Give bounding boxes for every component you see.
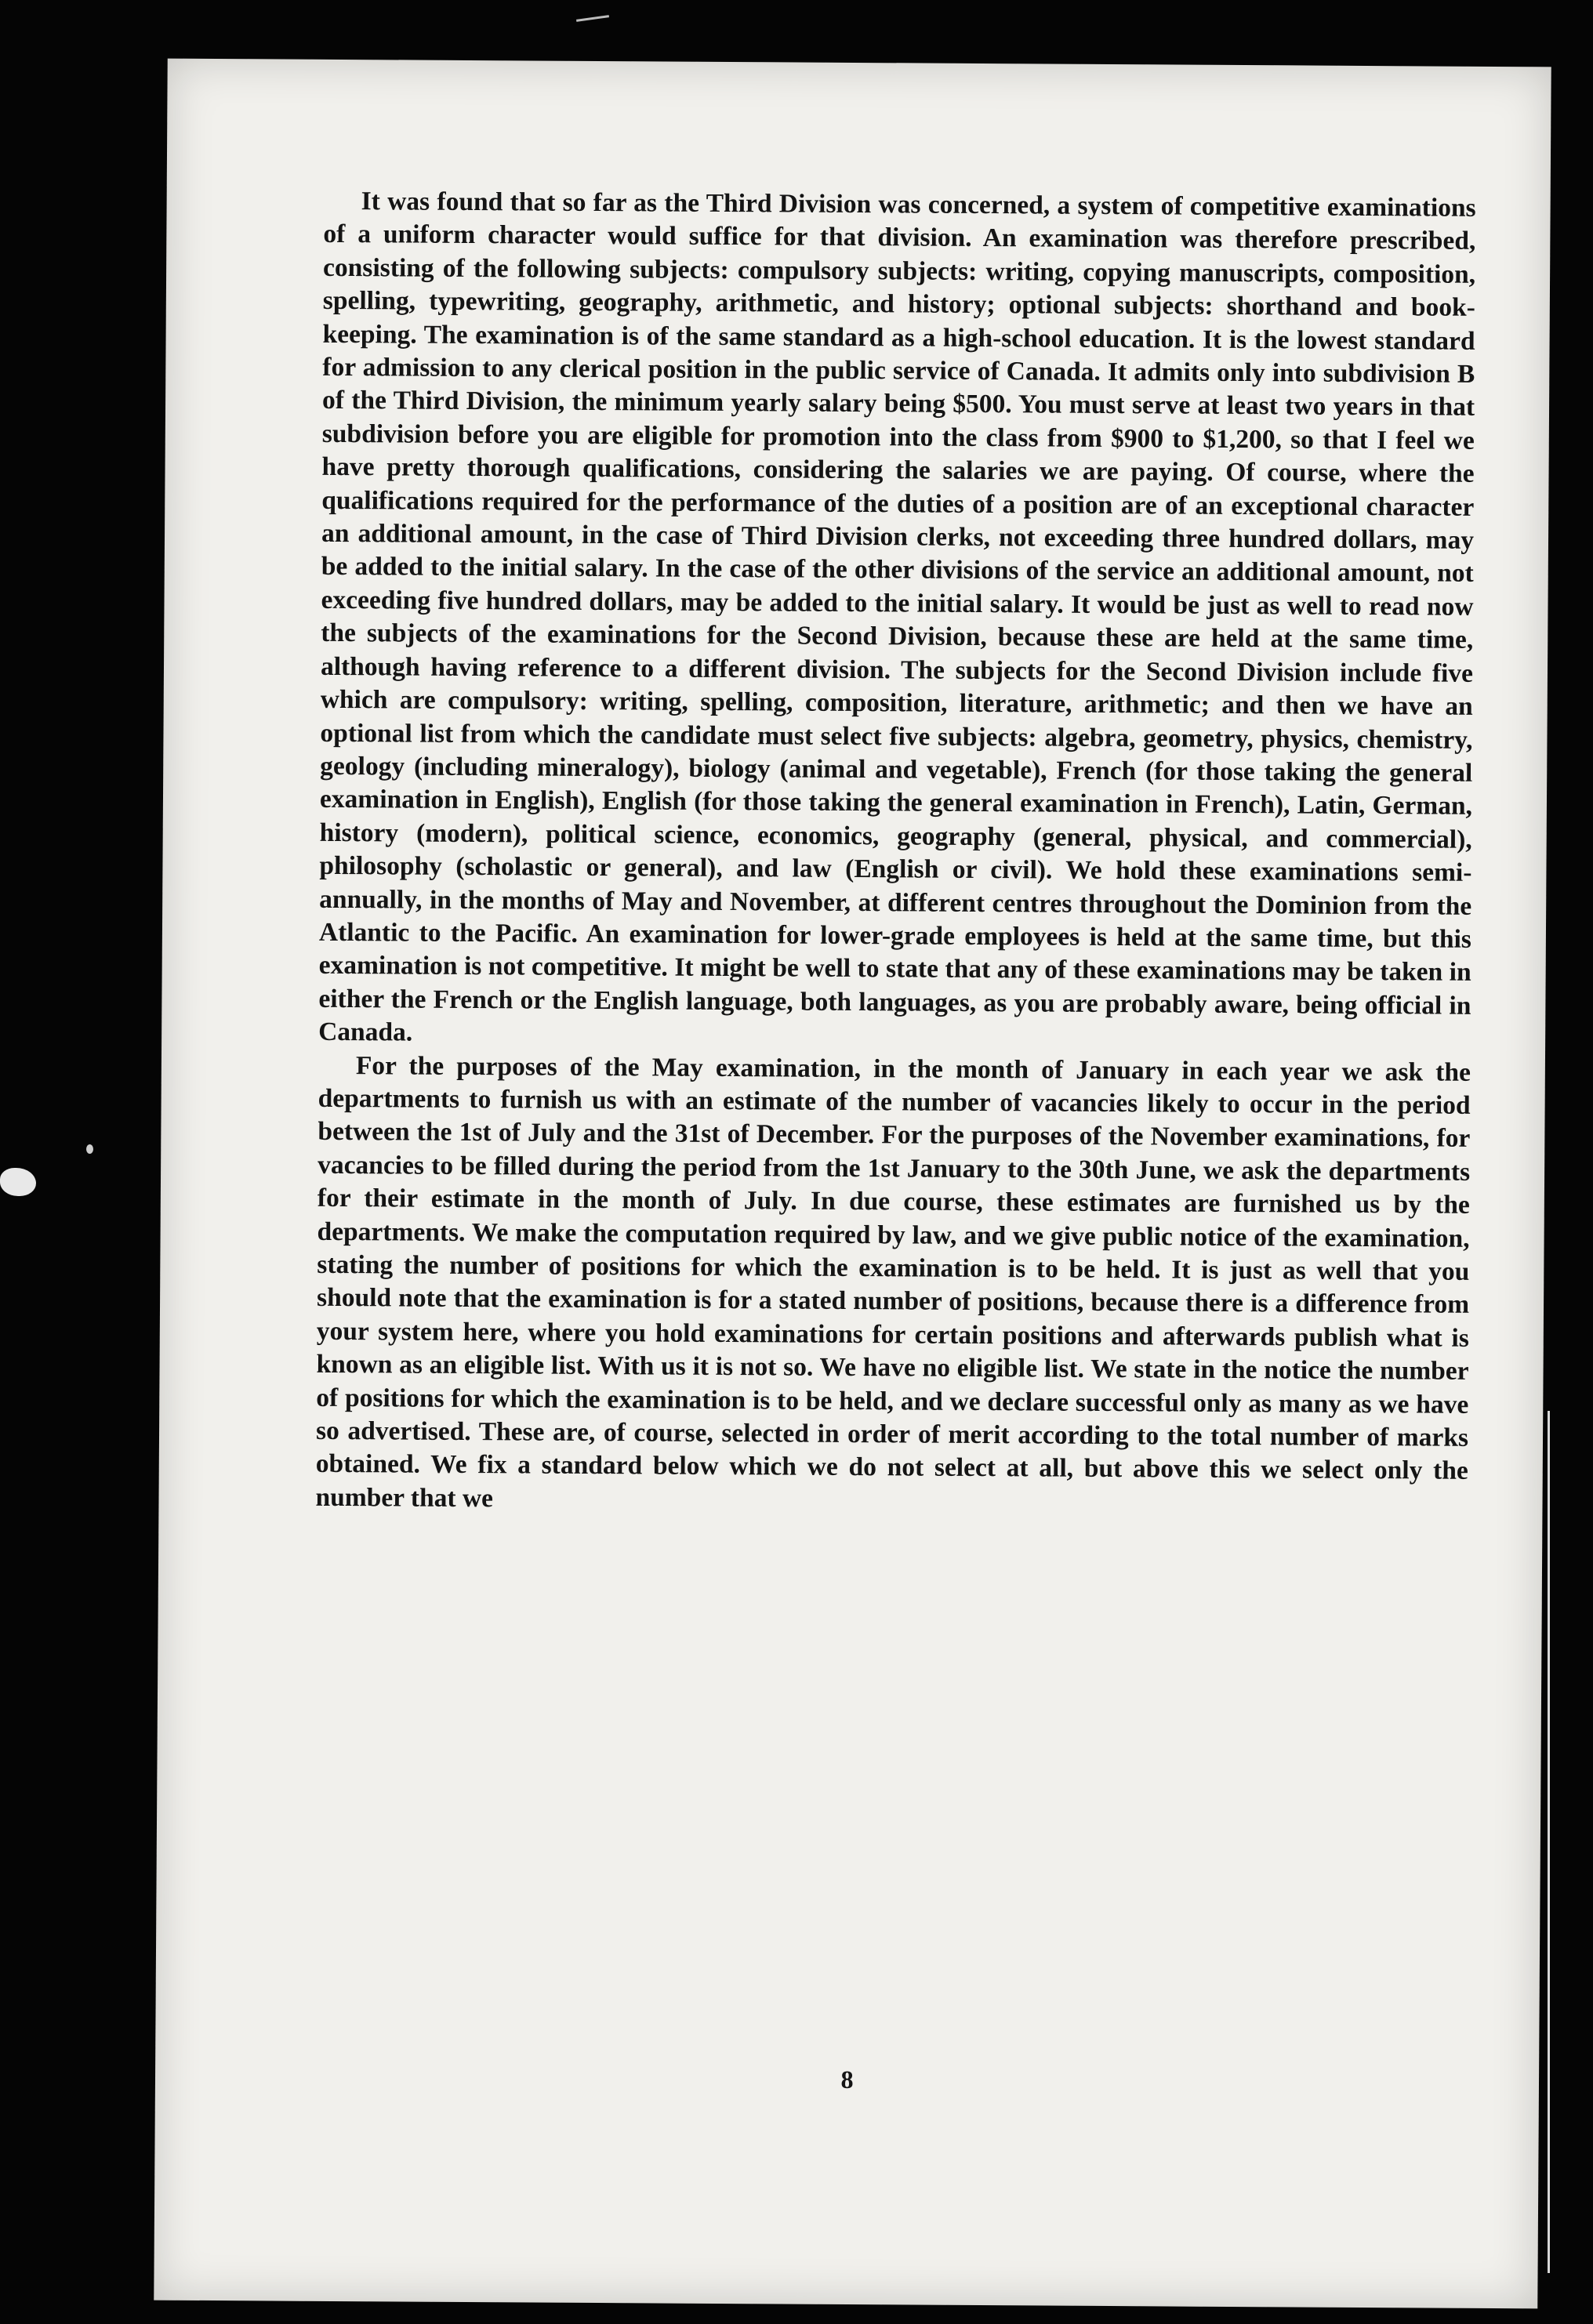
scan-edge-blot: [0, 1168, 36, 1196]
document-page: [154, 59, 1551, 2309]
scan-speck: [86, 1144, 93, 1154]
document-body: [315, 185, 1475, 1521]
page-number: 8: [840, 2065, 854, 2094]
paragraph-1: It was found that so far as the Third Division was concerned, a system of competitive examinations of a uniform character would suffice for that division. An examination was therefore prescribed, consisting of the following subjects: compulsory subjects: writing, copying manuscripts, composition, spelling, typewriting, geography, arithmetic, and history; optional subjects: shorthand and book-keeping. The examination is of the same standard as a high-school education. It is the lowest standard for admission to any clerical position in the public service of Canada. It admits only into subdivision B of the Third Division, the minimum yearly salary being $500. You must serve at least two years in that subdivision before you are eligible for promotion into the class from $900 to $1,200, so that I feel we have pretty thorough qualifications, considering the salaries we are paying. Of course, where the qualifications required for the performance of the duties of a position are of an exceptional character an additional amount, in the case of Third Division clerks, not exceeding three hundred dollars, may be added to the initial salary. In the case of the other divisions of the service an additional amount, not exceeding five hundred dollars, may be added to the initial salary. It would be just as well to read now the subjects of the examinations for the Second Division, because these are held at the same time, although having reference to a different division. The subjects for the Second Division include five which are compulsory: writing, spelling, composition, literature, arithmetic; and then we have an optional list from which the candidate must select five subjects: algebra, geometry, physics, chemistry, geology (including mineralogy), biology (animal and vegetable), French (for those taking the general examination in English), English (for those taking the general examination in French), Latin, German, history (modern), political science, economics, geography (general, physical, and commercial), philosophy (scholastic or general), and law (English or civil). We hold these examinations semi-annually, in the months of May and November, at different centres throughout the Dominion from the Atlantic to the Pacific. An examination for lower-grade employees is held at the same time, but this examination is not competitive. It might be well to state that any of these examinations may be taken in either the French or the English language, both languages, as you are probably aware, being official in Canada.: [318, 187, 1476, 1047]
scan-edge-line: [1548, 1411, 1550, 2273]
scan-scratch-mark: [576, 15, 609, 22]
paragraph-2: For the purposes of the May examination, in the month of January in each year we ask the departments to furnish us with an estimate of the number of vacancies likely to occur in the period between the 1st of July and the 31st of December. For the purposes of the November examinations, for vacancies to be filled during the period from the 1st January to the 30th June, we ask the departments for their estimate in the month of July. In due course, these estimates are furnished us by the departments. We make the computation required by law, and we give public notice of the examination, stating the number of positions for which the examination is to be held. It is just as well that you should note that the examination is for a stated number of positions, because there is a difference from your system here, where you hold examinations for certain positions and afterwards publish what is known as an eligible list. With us it is not so. We have no eligible list. We state in the notice the number of positions for which the examination is to be held, and we declare successful only as many as we have so advertised. These are, of course, selected in order of merit according to the total number of marks obtained. We fix a standard below which we do not select at all, but above this we select only the number that we: [315, 1050, 1471, 1514]
